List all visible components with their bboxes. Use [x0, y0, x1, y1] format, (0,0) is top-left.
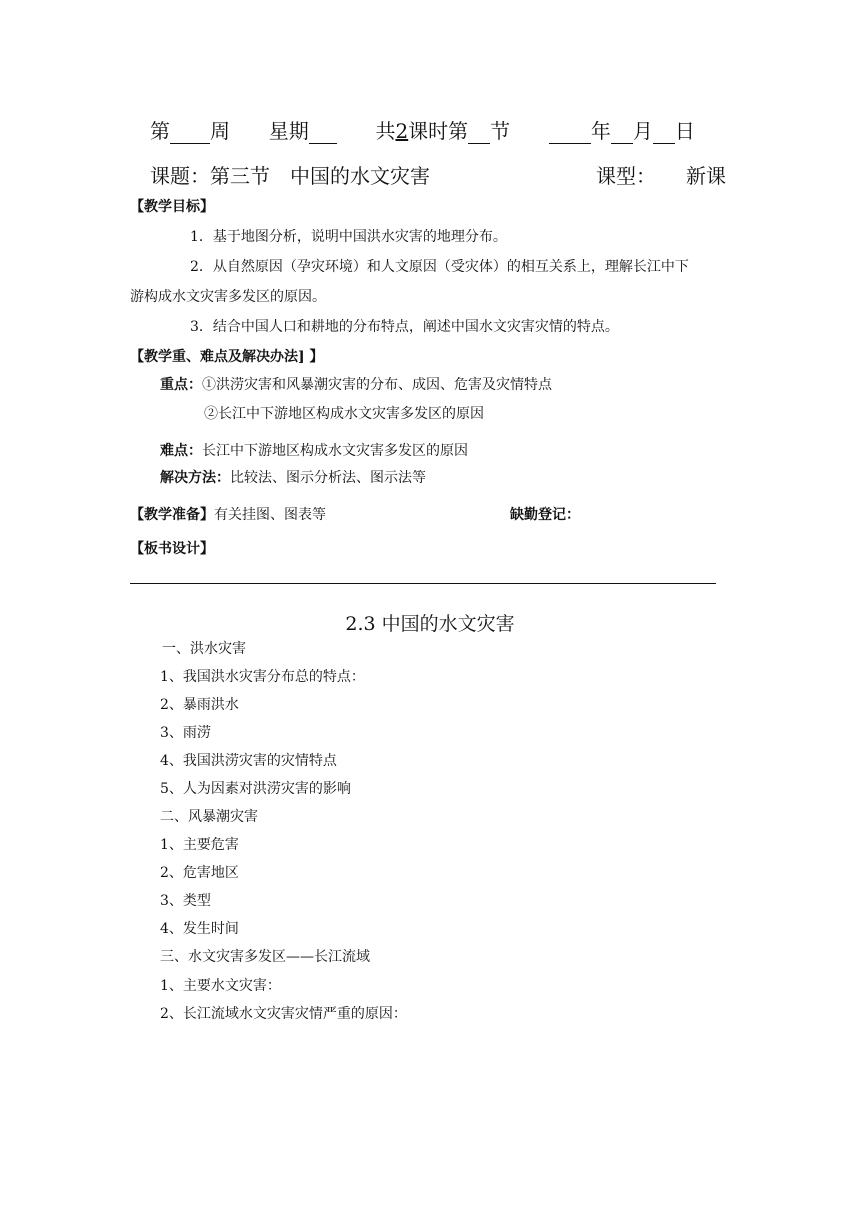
key-point-2: ②长江中下游地区构成水文灾害多发区的原因	[204, 406, 484, 422]
lesson-label: 课时第	[408, 119, 469, 143]
month-blank	[611, 123, 633, 144]
year-blank	[549, 123, 591, 144]
weekday-label: 星期	[268, 119, 309, 143]
difficulty-label: 难点：	[160, 443, 202, 459]
focus-heading: 【教学重、难点及解决办法] 】	[130, 349, 324, 365]
board-line-2: 1、我国洪水灾害分布总的特点：	[160, 669, 365, 685]
key-text-1: ①洪涝灾害和风暴潮灾害的分布、成因、危害及灾情特点	[202, 377, 552, 393]
board-line-10: 3、类型	[160, 893, 211, 909]
board-line-6: 5、人为因素对洪涝灾害的影响	[160, 781, 351, 797]
week-prefix: 第	[150, 119, 170, 143]
total-number: 2	[395, 119, 409, 143]
key-label: 重点：	[160, 377, 202, 393]
board-heading: 【板书设计】	[130, 541, 214, 557]
month-label: 月	[632, 119, 653, 143]
goal-item-2-cont: 游构成水文灾害多发区的原因。	[130, 289, 326, 305]
difficulty-text: 长江中下游地区构成水文灾害多发区的原因	[202, 443, 468, 459]
board-line-11: 4、发生时间	[160, 921, 239, 937]
method-text: 比较法、图示分析法、图示法等	[230, 470, 426, 486]
difficulty	[160, 440, 468, 460]
board-line-4: 3、雨涝	[160, 725, 211, 741]
goal-item-2: 2．从自然原因（孕灾环境）和人文原因（受灾体）的相互关系上，理解长江中下	[190, 259, 689, 275]
prep-text: 有关挂图、图表等	[214, 507, 326, 523]
year-label: 年	[590, 119, 611, 143]
method	[160, 467, 426, 487]
board-line-3: 2、暴雨洪水	[160, 697, 239, 713]
divider-line	[130, 583, 716, 584]
board-line-13: 1、主要水文灾害：	[160, 978, 281, 994]
board-line-8: 1、主要危害	[160, 837, 239, 853]
board-line-9: 2、危害地区	[160, 865, 239, 881]
board-line-1: 一、洪水灾害	[162, 641, 246, 657]
absence-label: 缺勤登记：	[510, 507, 580, 523]
topic-label: 课题：第三节 中国的水文灾害	[150, 164, 430, 188]
day-blank	[653, 123, 675, 144]
weekday-blank	[309, 123, 337, 144]
prep-line	[130, 504, 326, 524]
lesson-blank	[468, 123, 490, 144]
goal-item-1: 1．基于地图分析，说明中国洪水灾害的地理分布。	[190, 229, 507, 245]
board-line-5: 4、我国洪涝灾害的灾情特点	[160, 753, 337, 769]
board-line-7: 二、风暴潮灾害	[160, 809, 258, 825]
day-label: 日	[674, 119, 695, 143]
week-blank	[170, 123, 210, 144]
lesson-type-value: 新课	[686, 164, 726, 188]
header-line	[150, 115, 695, 144]
lesson-type-label: 课型：	[596, 164, 656, 188]
method-label: 解决方法：	[160, 470, 230, 486]
week-suffix: 周	[210, 119, 230, 143]
section-label: 节	[490, 119, 511, 143]
prep-heading: 【教学准备】	[130, 507, 214, 523]
board-title: 2.3 中国的水文灾害	[345, 613, 515, 635]
goals-heading: 【教学目标】	[130, 199, 214, 215]
key-point-1	[160, 374, 552, 394]
goal-item-3: 3．结合中国人口和耕地的分布特点，阐述中国水文灾害灾情的特点。	[190, 319, 619, 335]
total-prefix: 共	[375, 119, 396, 143]
board-line-12: 三、水文灾害多发区——长江流域	[160, 949, 370, 965]
board-line-14: 2、长江流域水文灾害灾情严重的原因：	[160, 1006, 407, 1022]
